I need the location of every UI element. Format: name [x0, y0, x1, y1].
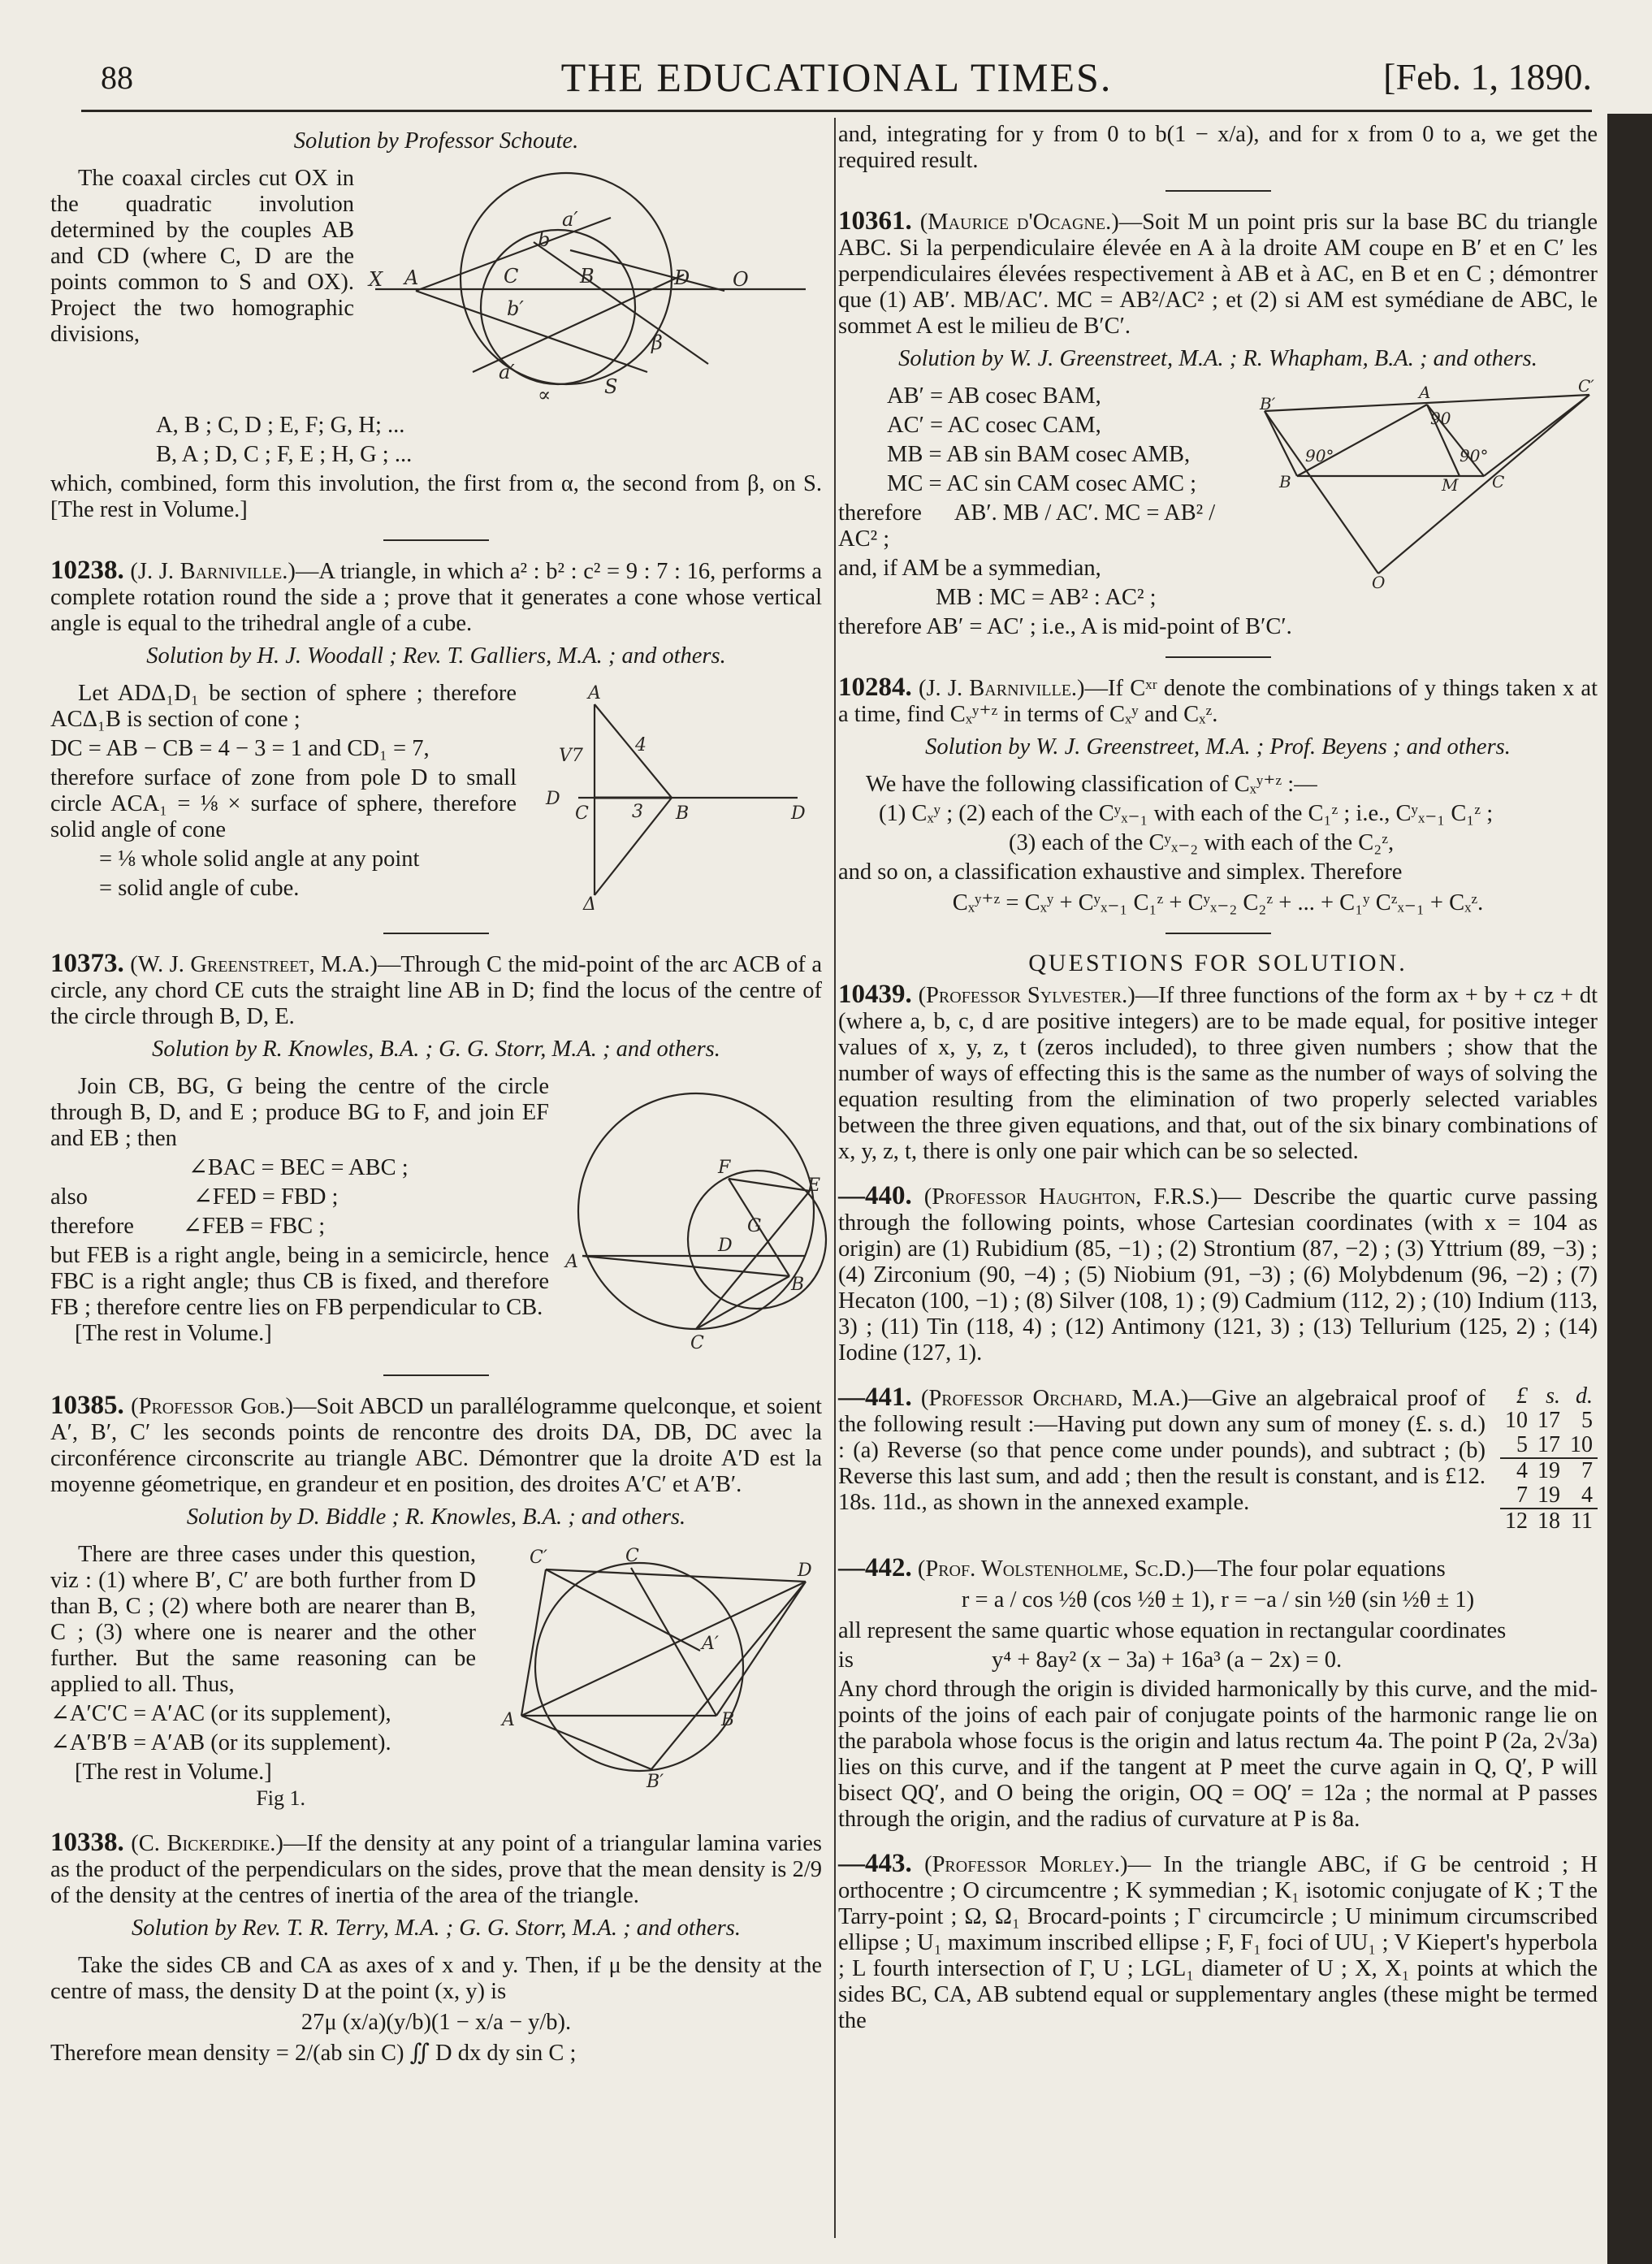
money-cell: 11 [1571, 1509, 1593, 1534]
equation: MB : MC = AB² : AC² ; [936, 585, 1157, 610]
svg-text:B: B [791, 1275, 805, 1295]
svg-text:C′: C′ [530, 1548, 547, 1568]
page-number: 88 [101, 59, 133, 96]
question-number: 10385. [50, 1391, 124, 1420]
questions-heading: QUESTIONS FOR SOLUTION. [1028, 950, 1408, 976]
solution-line: There are three cases under this question, viz : (1) where B′, C′ are both further from D than B, C ; (2) where both are nearer than B, C ; (3) where one is nearer and the other further. But the same reasoning can be applied to all. Thus, [50, 1542, 476, 1697]
money-cell: 10 [1505, 1408, 1528, 1433]
solution-heading: Solution by R. Knowles, B.A. ; G. G. Storr, M.A. ; and others. [152, 1037, 720, 1062]
solution-heading: Solution by D. Biddle ; R. Knowles, B.A. ; and others. [186, 1504, 686, 1530]
equation: Therefore mean density = 2/(ab sin C) ∬ D dx dy sin C ; [50, 2041, 577, 2066]
svg-text:O: O [1372, 573, 1386, 592]
svg-text:D: D [546, 789, 560, 809]
equation: MB = AB sin BAM cosec AMB, [887, 442, 1191, 467]
equation-lead: therefore [50, 1214, 134, 1239]
question-text: —The four polar equations [1194, 1556, 1446, 1582]
equation: ∠FEB = FBC ; [182, 1214, 326, 1239]
equation: AB′. MB / AC′. MC = AB² / AC² ; [838, 500, 1216, 552]
svg-text:C′: C′ [1578, 376, 1594, 396]
triangle-figure [1256, 376, 1598, 592]
equation: r = a / cos ½θ (cos ½θ ± 1), r = −a / sin ½θ (sin ½θ ± 1) [961, 1587, 1475, 1613]
question-number: —441. [838, 1383, 912, 1412]
question-number: 10284. [838, 673, 912, 702]
svg-text:A: A [1419, 383, 1431, 402]
solution-heading: Solution by W. J. Greenstreet, M.A. ; R. Whapham, B.A. ; and others. [898, 346, 1537, 371]
svg-text:G: G [747, 1216, 762, 1236]
svg-text:D: D [674, 266, 690, 289]
svg-text:b: b [538, 228, 551, 251]
question-line: Any chord through the origin is divided harmonically by this curve, and the mid-points of the joins of each pair of conjugate points of the harmonic range lie on the parabola whose focus is the origin and latus rectum 4a. The point P (2a, 2√3a) lies on this curve, and if the tangent at P meet the curve again in Q, Q′, P will bisect QQ′, and O being the origin, OQ = OQ′ = 12a ; the normal at P passes through the origin, and the radius of curvature at P is 8a. [838, 1677, 1598, 1832]
question-author: (Professor Morley.) [924, 1852, 1128, 1877]
schoute-solution-text: The coaxal circles cut OX in the quadratic involution determined by the couples AB and CD (where C, D are the points common to S and OX). Project the two homographic divisions, [50, 166, 354, 347]
equation: ∠FED = FBD ; [192, 1184, 339, 1210]
solution-heading: Solution by Rev. T. R. Terry, M.A. ; G. G. Storr, M.A. ; and others. [132, 1916, 741, 1941]
question-number: —442. [838, 1553, 912, 1582]
question-author: (Professor Gob.) [131, 1394, 293, 1419]
svg-text:B′: B′ [647, 1772, 664, 1792]
question-author: (J. J. Barniville.) [918, 676, 1085, 701]
division-line-1: A, B ; C, D ; E, F; G, H; ... [156, 413, 405, 438]
svg-text:D: D [718, 1236, 733, 1256]
page-header [81, 50, 1592, 107]
question-text: —Through C the mid-point of the arc ACB of a circle, any chord CE cuts the straight line AB in D; find the locus of the centre of the circle through B, D, E. [50, 952, 822, 1029]
equation: (1) Cₓʸ ; (2) each of the Cʸₓ₋₁ with each of the C₁ᶻ ; i.e., Cʸₓ₋₁ C₁ᶻ ; [879, 801, 1494, 826]
equation: = solid angle of cube. [99, 876, 300, 901]
question-author: (C. Bickerdike.) [131, 1831, 283, 1856]
money-cell: 19 [1533, 1483, 1565, 1509]
money-cell: 12 [1505, 1509, 1528, 1534]
coaxal-circles-figure [367, 169, 822, 405]
money-col-header: £ [1516, 1383, 1528, 1409]
section-separator [1165, 933, 1271, 934]
section-separator [383, 1374, 489, 1376]
circle-chord-figure [562, 1077, 822, 1353]
equation: DC = AB − CB = 4 − 3 = 1 and CD₁ = 7, [50, 736, 430, 761]
money-example-table [1500, 1384, 1598, 1534]
solution-line: and so on, a classification exhaustive and simplex. Therefore [838, 859, 1403, 885]
money-cell: 18 [1537, 1509, 1560, 1534]
question-author: (J. J. Barniville.) [130, 559, 296, 584]
circle-s [461, 173, 672, 384]
section-separator [383, 539, 489, 541]
money-cell: 7 [1500, 1483, 1533, 1509]
equation-lead: is [838, 1647, 854, 1673]
question-number: 10373. [50, 949, 124, 978]
rest-in-volume: [The rest in Volume.] [75, 1760, 272, 1785]
scan-edge-shadow [1607, 114, 1652, 2264]
svg-text:a′: a′ [499, 361, 515, 383]
solution-continuation: and, integrating for y from 0 to b(1 − x/a), and for x from 0 to a, we get the required result. [838, 122, 1598, 173]
svg-text:D: D [798, 1561, 812, 1581]
question-author: (Professor Orchard, M.A.) [920, 1386, 1189, 1411]
equation: (3) each of the Cʸₓ₋₂ with each of the C₂ᶻ, [1009, 830, 1395, 855]
solution-line: Take the sides CB and CA as axes of x and y. Then, if μ be the density at the centre of mass, the density D at the point (x, y) is [50, 1953, 822, 2004]
issue-date: [Feb. 1, 1890. [1383, 56, 1592, 97]
svg-text:B: B [676, 803, 690, 824]
svg-text:S: S [604, 375, 618, 398]
svg-text:B: B [721, 1710, 735, 1730]
solution-line: therefore AB′ = AC′ ; i.e., A is mid-point of B′C′. [838, 614, 1292, 639]
svg-text:4: 4 [635, 735, 647, 755]
equation: AB′ = AB cosec BAM, [887, 383, 1101, 409]
question-number: 10238. [50, 556, 124, 585]
svg-text:90: 90 [1430, 409, 1451, 428]
solution-heading: Solution by Professor Schoute. [293, 128, 579, 154]
svg-text:B: B [580, 265, 595, 288]
coaxal-circles-diagram [367, 169, 822, 405]
equation: = ⅛ whole solid angle at any point [99, 846, 420, 872]
svg-text:A: A [565, 1252, 578, 1272]
money-cell: 5 [1581, 1408, 1593, 1433]
money-cell: 5 [1500, 1433, 1533, 1458]
section-separator [1165, 656, 1271, 658]
svg-text:3: 3 [632, 802, 643, 822]
question-number: —440. [838, 1181, 912, 1210]
svg-text:C: C [504, 265, 519, 288]
figure-caption: Fig 1. [256, 1786, 305, 1810]
circle-chord-diagram [562, 1077, 822, 1353]
equation: ∠BAC = BEC = ABC ; [188, 1155, 409, 1180]
question-text: —Soit M un point pris sur la base BC du triangle ABC. Si la perpendiculaire élevée en A à la droite AM coupe en B′ et en C′ les perpendiculaires élevées respectivement à AB et à AC, en B et en C ; démontrer que (1) AB′. MB/AC′. MC = AB²/AC² ; et (2) si AM est symédiane de ABC, le sommet A est le milieu de B′C′. [838, 210, 1598, 339]
question-text: —A triangle, in which a² : b² : c² = 9 : 7 : 16, performs a complete rotation round the side a ; prove that it generates a cone whose vertical angle is equal to the trihedral angle of a cube. [50, 559, 822, 636]
svg-text:∝: ∝ [538, 383, 551, 406]
equation-lead: also [50, 1184, 88, 1210]
svg-text:A: A [404, 266, 419, 289]
question-author: (W. J. Greenstreet, M.A.) [130, 952, 378, 977]
svg-text:V7: V7 [559, 746, 583, 766]
solution-line: Join CB, BG, G being the centre of the circle through B, D, and E ; produce BG to F, and join EF and EB ; then [50, 1074, 549, 1151]
question-number: —443. [838, 1849, 912, 1878]
money-cell: 10 [1565, 1433, 1598, 1458]
question-line: all represent the same quartic whose equation in rectangular coordinates [838, 1618, 1507, 1643]
division-line-2: B, A ; D, C ; F, E ; H, G ; ... [156, 442, 413, 467]
solution-heading: Solution by W. J. Greenstreet, M.A. ; Prof. Beyens ; and others. [925, 734, 1511, 760]
question-text: —Soit ABCD un parallélogramme quelconque, et soient A′, B′, C′ les seconds points de rencontre des droits DA, DB, DC avec la circonférence circonscrite au triangle ABC. Démontrer que la droite A′D est la moyenne géometrique, en grandeur et en position, des droites A′C′ et A′B′. [50, 1394, 822, 1497]
svg-text:C: C [575, 803, 589, 824]
svg-text:D: D [791, 803, 806, 824]
svg-text:M: M [1442, 475, 1459, 495]
money-cell: 4 [1516, 1458, 1528, 1483]
equation-lead: therefore [838, 500, 922, 526]
solution-line: therefore surface of zone from pole D to small circle ACA₁ = ⅛ × surface of sphere, therefore solid angle of cone [50, 765, 517, 842]
solution-line: We have the following classification of Cₓʸ⁺ᶻ :— [866, 772, 1317, 797]
svg-text:90°: 90° [1305, 446, 1334, 465]
svg-text:Δ: Δ [583, 894, 596, 915]
right-column [838, 122, 1598, 2034]
equation: MC = AC sin CAM cosec AMC ; [887, 471, 1197, 496]
svg-text:B: B [1279, 472, 1291, 491]
equation: ∠A′C′C = A′AC (or its supplement), [50, 1701, 391, 1726]
section-separator [383, 933, 489, 934]
money-cell: 7 [1581, 1458, 1593, 1483]
question-author: (Professor Haughton, F.R.S.) [923, 1184, 1218, 1210]
schoute-solution-end: which, combined, form this involution, the first from α, the second from β, on S. [The rest in Volume.] [50, 471, 822, 522]
svg-text:A′: A′ [702, 1634, 719, 1654]
question-text: —Give an algebraical proof of the following result :—Having put down any sum of money (£. s. d.) : (a) Reverse (so that pence come under pounds), and subtract ; (b) Reverse this last sum, and add ; then the result is constant, and is £12. 18s. 11d., as shown in the annexed example. [838, 1386, 1486, 1515]
parallelogram-diagram [489, 1545, 822, 1792]
question-number: 10439. [838, 980, 912, 1009]
money-col-header: s. [1546, 1383, 1560, 1409]
svg-text:C: C [625, 1546, 639, 1566]
money-cell: 19 [1537, 1458, 1560, 1483]
section-separator [1165, 190, 1271, 192]
journal-title: THE EDUCATIONAL TIMES. [560, 54, 1113, 100]
svg-text:b′: b′ [507, 297, 524, 320]
svg-text:O: O [733, 268, 749, 291]
column-rule [834, 118, 836, 2238]
question-author: (Maurice d'Ocagne.) [919, 210, 1119, 235]
money-cell: 4 [1565, 1483, 1598, 1509]
money-cell: 17 [1533, 1433, 1565, 1458]
solution-line: Let ADΔ₁D₁ be section of sphere ; therefore ACΔ₁B is section of cone ; [50, 681, 517, 732]
cone-section-figure [530, 683, 822, 915]
svg-text:a′: a′ [562, 208, 578, 231]
money-col-header: d. [1576, 1383, 1593, 1409]
svg-text:X: X [369, 268, 383, 291]
svg-text:C: C [690, 1333, 704, 1353]
svg-text:90°: 90° [1460, 446, 1489, 465]
question-text: —If Cˣʳ denote the combinations of y things taken x at a time, find Cₓʸ⁺ᶻ in terms of Cₓʸ and Cₓᶻ. [838, 676, 1598, 727]
solution-line: and, if AM be a symmedian, [838, 556, 1101, 581]
rest-in-volume: [The rest in Volume.] [75, 1321, 272, 1346]
equation: Cₓʸ⁺ᶻ = Cₓʸ + Cʸₓ₋₁ C₁ᶻ + Cʸₓ₋₂ C₂ᶻ + ... + C₁ʸ Cᶻₓ₋₁ + Cₓᶻ. [952, 890, 1484, 916]
question-author: (Professor Sylvester.) [918, 983, 1135, 1008]
solution-heading: Solution by H. J. Woodall ; Rev. T. Galliers, M.A. ; and others. [146, 643, 726, 669]
question-author: (Prof. Wolstenholme, Sc.D.) [917, 1556, 1195, 1582]
question-text: — Describe the quartic curve passing through the following points, whose Cartesian coordinates (with x = 104 as origin) are (1) Rubidium (85, −1) ; (2) Strontium (87, −2) ; (3) Yttrium (89, −3) ; (4) Zirconium (90, −4) ; (5) Niobium (91, −3) ; (6) Molybdenum (96, −2) ; (7) Hecaton (100, −1) ; (8) Silver (108, 1) ; (9) Cadmium (112, 2) ; (10) Indium (113, 3) ; (11) Tin (118, 4) ; (12) Antimony (121, 3) ; (13) Tellurium (125, 2) ; (14) Iodine (127, 1). [838, 1184, 1598, 1366]
svg-text:β: β [651, 331, 663, 354]
question-number: 10338. [50, 1828, 124, 1857]
svg-text:B′: B′ [1260, 394, 1276, 413]
header-rule [81, 110, 1592, 112]
question-number: 10361. [838, 206, 912, 236]
triangle-diagram [1256, 376, 1598, 592]
equation: y⁴ + 8ay² (x − 3a) + 16a³ (a − 2x) = 0. [992, 1647, 1343, 1673]
svg-text:A: A [588, 683, 601, 703]
svg-text:A: A [502, 1710, 515, 1730]
question-text: —If three functions of the form ax + by + cz + dt (where a, b, c, d are positive integers) are to be made equal, for positive integer values of x, y, z, t (zeros included), to three given numbers ; show that the number of ways of effecting this is the same as the number of ways of solving the equation resulting from the elimination of two properly selected variables between the three given equations, and that, out of the six binary combinations of x, y, z, t, there is only one pair which can be so selected. [838, 983, 1598, 1164]
solution-line: but FEB is a right angle, being in a semicircle, hence FBC is a right angle; thus CB is fixed, and therefore FB ; therefore centre lies on FB perpendicular to CB. [50, 1243, 549, 1320]
equation: ∠A′B′B = A′AB (or its supplement). [50, 1730, 391, 1755]
parallelogram-figure [489, 1545, 822, 1792]
equation: AC′ = AC cosec CAM, [887, 413, 1101, 438]
equation: 27μ (x/a)(y/b)(1 − x/a − y/b). [301, 2010, 572, 2035]
cone-section-diagram [530, 683, 822, 915]
question-text: — In the triangle ABC, if G be centroid ; H orthocentre ; O circumcentre ; K symmedian ; K₁ isotomic conjugate of K ; T the Tarry-point ; Ω, Ω₁ Brocard-points ; Γ circumcircle ; U minimum circumscribed ellipse ; U₁ maximum inscribed ellipse ; F, F₁ foci of UU₁ ; V Kiepert's hyperbola ; L fourth intersection of Γ, U ; LGL₁ diameter of U ; X, X₁ points at which the sides BC, CA, AB subtend equal or supplementary angles (these might be termed the [838, 1852, 1598, 2033]
question-text: —If the density at any point of a triangular lamina varies as the product of the perpendiculars on the sides, prove that the mean density is 2/9 of the density at the centres of inertia of the area of the triangle. [50, 1831, 822, 1908]
svg-text:E: E [807, 1175, 821, 1196]
svg-text:C: C [1492, 472, 1505, 491]
money-cell: 17 [1537, 1408, 1560, 1433]
svg-text:F: F [718, 1158, 731, 1178]
left-column [50, 122, 822, 2070]
